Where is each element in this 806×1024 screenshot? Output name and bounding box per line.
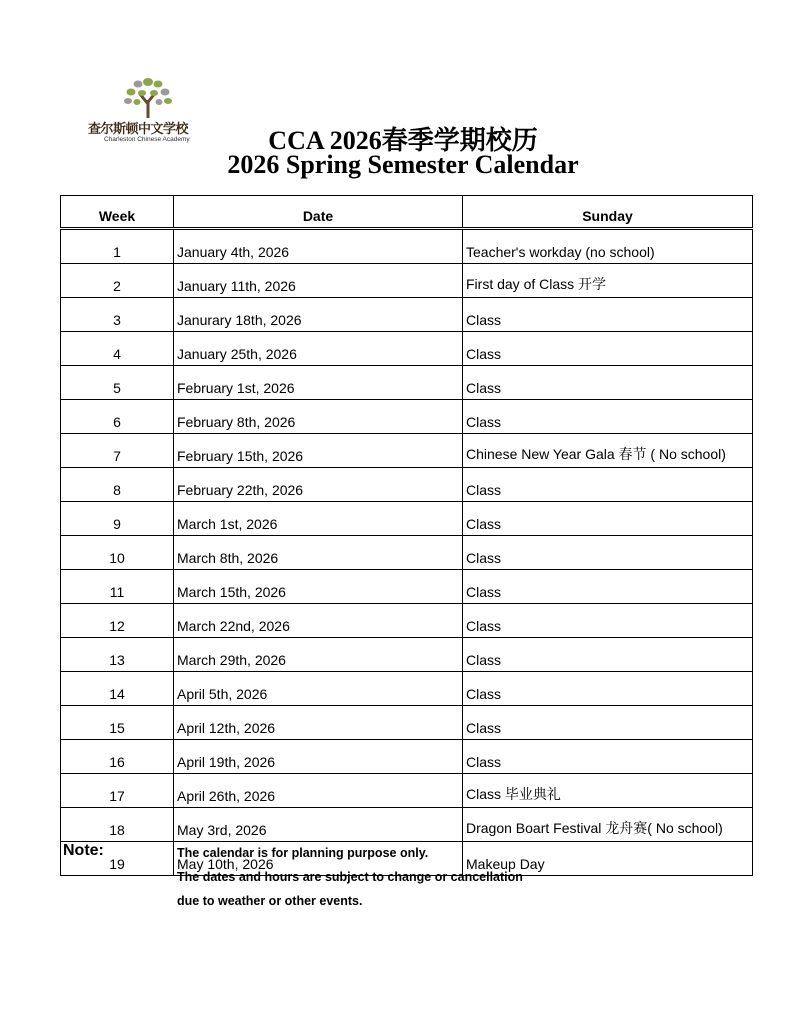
column-header-week: Week bbox=[61, 196, 174, 229]
week-cell: 16 bbox=[61, 740, 174, 774]
week-cell: 7 bbox=[61, 434, 174, 468]
week-cell: 3 bbox=[61, 298, 174, 332]
sunday-cell: Class bbox=[463, 570, 753, 604]
week-cell: 9 bbox=[61, 502, 174, 536]
week-cell: 14 bbox=[61, 672, 174, 706]
logo-english-name: Charleston Chinese Academy bbox=[104, 136, 190, 143]
table-row bbox=[61, 570, 753, 604]
table-row bbox=[61, 672, 753, 706]
date-cell: January 25th, 2026 bbox=[174, 332, 463, 366]
note-line: due to weather or other events. bbox=[177, 894, 363, 908]
table-row bbox=[61, 264, 753, 298]
week-cell: 15 bbox=[61, 706, 174, 740]
week-cell: 12 bbox=[61, 604, 174, 638]
table-row bbox=[61, 468, 753, 502]
week-cell: 6 bbox=[61, 400, 174, 434]
table-row bbox=[61, 434, 753, 468]
date-cell: April 26th, 2026 bbox=[174, 774, 463, 808]
table-header-row bbox=[61, 196, 753, 229]
table-row bbox=[61, 706, 753, 740]
week-cell: 1 bbox=[61, 229, 174, 264]
calendar-table bbox=[60, 195, 753, 876]
date-cell: February 8th, 2026 bbox=[174, 400, 463, 434]
sunday-cell: Class bbox=[463, 672, 753, 706]
column-header-date: Date bbox=[174, 196, 463, 229]
week-cell: 17 bbox=[61, 774, 174, 808]
sunday-cell: Teacher's workday (no school) bbox=[463, 229, 753, 264]
table-row bbox=[61, 638, 753, 672]
week-cell: 18 bbox=[61, 808, 174, 842]
date-cell: May 10th, 2026 bbox=[174, 842, 463, 876]
column-header-sunday: Sunday bbox=[463, 196, 753, 229]
sunday-cell: Chinese New Year Gala 春节 ( No school) bbox=[463, 434, 753, 468]
sunday-cell: Class bbox=[463, 502, 753, 536]
sunday-cell: First day of Class 开学 bbox=[463, 264, 753, 298]
note-line: The calendar is for planning purpose only. bbox=[177, 846, 429, 860]
week-cell: 11 bbox=[61, 570, 174, 604]
week-cell: 8 bbox=[61, 468, 174, 502]
date-cell: January 11th, 2026 bbox=[174, 264, 463, 298]
week-cell: 2 bbox=[61, 264, 174, 298]
week-cell: 10 bbox=[61, 536, 174, 570]
table-row bbox=[61, 740, 753, 774]
note-label: Note: bbox=[63, 842, 104, 859]
table-row bbox=[61, 808, 753, 842]
table-row bbox=[61, 400, 753, 434]
date-cell: March 15th, 2026 bbox=[174, 570, 463, 604]
tree-logo-icon bbox=[118, 74, 178, 120]
date-cell: March 29th, 2026 bbox=[174, 638, 463, 672]
table-row bbox=[61, 774, 753, 808]
week-cell: 5 bbox=[61, 366, 174, 400]
page-title-line2: 2026 Spring Semester Calendar bbox=[227, 150, 579, 179]
week-cell: 4 bbox=[61, 332, 174, 366]
sunday-cell: Class bbox=[463, 366, 753, 400]
table-row bbox=[61, 536, 753, 570]
date-cell: April 19th, 2026 bbox=[174, 740, 463, 774]
logo-chinese-name: 查尔斯顿中文学校 bbox=[88, 122, 189, 137]
date-cell: Janurary 18th, 2026 bbox=[174, 298, 463, 332]
sunday-cell: Class 毕业典礼 bbox=[463, 774, 753, 808]
sunday-cell: Class bbox=[463, 332, 753, 366]
sunday-cell: Class bbox=[463, 536, 753, 570]
table-row bbox=[61, 229, 753, 264]
date-cell: January 4th, 2026 bbox=[174, 229, 463, 264]
sunday-cell: Class bbox=[463, 468, 753, 502]
date-cell: March 8th, 2026 bbox=[174, 536, 463, 570]
date-cell: March 1st, 2026 bbox=[174, 502, 463, 536]
sunday-cell: Class bbox=[463, 604, 753, 638]
date-cell: March 22nd, 2026 bbox=[174, 604, 463, 638]
date-cell: February 22th, 2026 bbox=[174, 468, 463, 502]
sunday-cell: Class bbox=[463, 706, 753, 740]
note-line: The dates and hours are subject to change or cancellation bbox=[177, 870, 523, 884]
date-cell: April 5th, 2026 bbox=[174, 672, 463, 706]
table-row bbox=[61, 298, 753, 332]
sunday-cell: Class bbox=[463, 740, 753, 774]
calendar-body bbox=[61, 229, 753, 876]
date-cell: May 3rd, 2026 bbox=[174, 808, 463, 842]
sunday-cell: Dragon Boart Festival 龙舟赛( No school) bbox=[463, 808, 753, 842]
week-cell: 19 bbox=[61, 842, 174, 876]
week-cell: 13 bbox=[61, 638, 174, 672]
date-cell: February 15th, 2026 bbox=[174, 434, 463, 468]
table-row bbox=[61, 332, 753, 366]
date-cell: April 12th, 2026 bbox=[174, 706, 463, 740]
table-row bbox=[61, 604, 753, 638]
sunday-cell: Makeup Day bbox=[463, 842, 753, 876]
table-row bbox=[61, 502, 753, 536]
sunday-cell: Class bbox=[463, 400, 753, 434]
sunday-cell: Class bbox=[463, 298, 753, 332]
date-cell: February 1st, 2026 bbox=[174, 366, 463, 400]
table-row bbox=[61, 366, 753, 400]
sunday-cell: Class bbox=[463, 638, 753, 672]
page-title-line1: CCA 2026春季学期校历 bbox=[268, 126, 538, 155]
